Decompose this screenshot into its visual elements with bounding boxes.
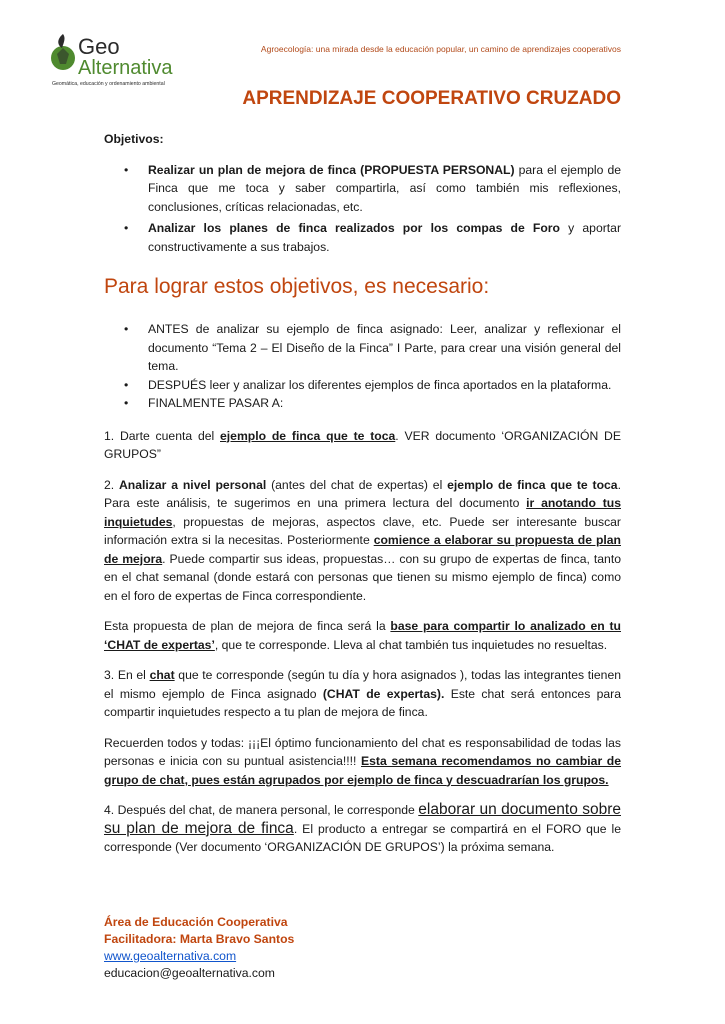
emphasis-text: Esta semana recomendamos no cambiar de grupo de chat, pues están agrupados por ejemplo de finca y descuadrarían los grupos. (104, 754, 622, 787)
header-tagline: Agroecología: una mirada desde la educación popular, un camino de aprendizajes cooperativos (260, 44, 621, 54)
step-text: FINALMENTE PASAR A: (148, 396, 284, 410)
document-body (104, 130, 621, 869)
steps-list (104, 320, 621, 413)
objectives-label: Objetivos: (104, 132, 164, 146)
list-item: • Realizar un plan de mejora de finca (PROPUESTA PERSONAL) para el ejemplo de Finca que me toca y saber compartirla, así como también mis reflexiones, conclusiones, críticas relacionadas, etc. (124, 162, 621, 214)
list-item: • ANTES de analizar su ejemplo de finca asignado: Leer, analizar y reflexionar el documento “Tema 2 – El Diseño de la Finca” I Parte, para crear una visión general del tema. (124, 322, 621, 373)
website-link[interactable]: www.geoalternativa.com (104, 949, 237, 963)
emphasis-text: comience a elaborar su propuesta de plan de mejora (104, 533, 621, 566)
emphasis-text: ejemplo de finca que te toca (447, 477, 618, 492)
emphasis-text: chat (149, 668, 175, 682)
logo-subtitle: Geomática, educación y ordenamiento ambiental (52, 81, 165, 87)
paragraph-step-4: 4. Después del chat, de manera personal, le corresponde elaborar un documento sobre su plan de mejora de finca. El producto a entregar se compartirá en el FORO que le corresponde (Ver documento ‘ORGANIZACIÓN DE GRUPOS’) la próxima semana. (104, 801, 621, 854)
emphasis-text: base para compartir lo analizado en tu ‘CHAT de expertas’ (104, 619, 621, 652)
paragraph-step-2: 2. Analizar a nivel personal (antes del chat de expertas) el ejemplo de finca que te toca. Para este análisis, te sugerimos en una primera lectura del documento ir anotando tus inquietudes, propuestas de mejoras, aspectos clave, etc. Puede ser interesante buscar información extra si la necesitas. Posteriormente comience a elaborar su propuesta de plan de mejora. Puede compartir sus ideas, propuestas… con su grupo de expertas de finca, tanto en el chat semanal (donde estará con personas que tienen su mismo ejemplo de finca) como en el foro de expertas de Finca correspondiente. (104, 477, 622, 603)
section-heading: Para lograr estos objetivos, es necesario: (104, 275, 490, 298)
footer-area: Área de Educación Cooperativa (104, 915, 288, 929)
geoalternativa-logo (48, 30, 218, 88)
objective-bold-text: Realizar un plan de mejora de finca (PROPUESTA PERSONAL) (148, 162, 515, 177)
footer (104, 914, 294, 982)
emphasis-text: Analizar a nivel personal (119, 477, 267, 492)
objective-bold-text: Analizar los planes de finca realizados por los compas de Foro (148, 221, 560, 235)
paragraph-reminder: Recuerden todos y todas: ¡¡¡El óptimo funcionamiento del chat es responsabilidad de todas las personas e inicia con su puntual asistencia!!!! Esta semana recomendamos no cambiar de grupo de chat, pues están agrupados por ejemplo de finca y descuadrarían los grupos. (104, 735, 622, 787)
objective-text: para el ejemplo de Finca que me toca y saber compartirla, así como también mis reflexiones, conclusiones, críticas relacionadas, etc. (148, 162, 621, 214)
paragraph-step-1: 1. Darte cuenta del ejemplo de finca que te toca. VER documento ‘ORGANIZACIÓN DE GRUPOS” (104, 428, 621, 461)
paragraph-proposal: Esta propuesta de plan de mejora de finca será la base para compartir lo analizado en tu ‘CHAT de expertas’, que te corresponde. Lleva al chat también tus inquietudes no resueltas. (104, 619, 621, 652)
paragraph-step-3: 3. En el chat que te corresponde (según tu día y hora asignados ), todas las integrantes tienen el mismo ejemplo de Finca asignado (CHAT de expertas). Este chat será entonces para compartir inquietudes respecto a tu plan de mejora de finca. (104, 668, 622, 719)
emphasis-text: elaborar un documento sobre su plan de mejora de finca (104, 801, 621, 837)
list-item: • DESPUÉS leer y analizar los diferentes ejemplos de finca aportados en la plataforma. (124, 377, 612, 392)
emphasis-text: ejemplo de finca que te toca (220, 428, 396, 443)
email-text: educacion@geoalternativa.com (104, 966, 275, 980)
step-text: ANTES de analizar su ejemplo de finca asignado: Leer, analizar y reflexionar el documento “Tema 2 – El Diseño de la Finca” I Parte, para crear una visión general del tema. (148, 322, 621, 373)
step-text: DESPUÉS leer y analizar los diferentes ejemplos de finca aportados en la plataforma. (148, 377, 612, 392)
document-title: APRENDIZAJE COOPERATIVO CRUZADO (242, 88, 621, 109)
logo-word-alternativa: Alternativa (78, 57, 173, 79)
objectives-list (104, 161, 621, 257)
emphasis-text: (CHAT de expertas). (322, 686, 445, 701)
list-item: • Analizar los planes de finca realizados por los compas de Foro y aportar constructivamente a sus trabajos. (124, 221, 622, 254)
emphasis-text: ir anotando tus inquietudes (104, 496, 621, 529)
logo-graphic (48, 30, 218, 88)
footer-facilitator: Facilitadora: Marta Bravo Santos (104, 932, 295, 946)
logo-word-geo: Geo (78, 34, 120, 59)
objective-text: y aportar constructivamente a sus trabajos. (148, 221, 622, 254)
list-item: • FINALMENTE PASAR A: (124, 396, 284, 410)
